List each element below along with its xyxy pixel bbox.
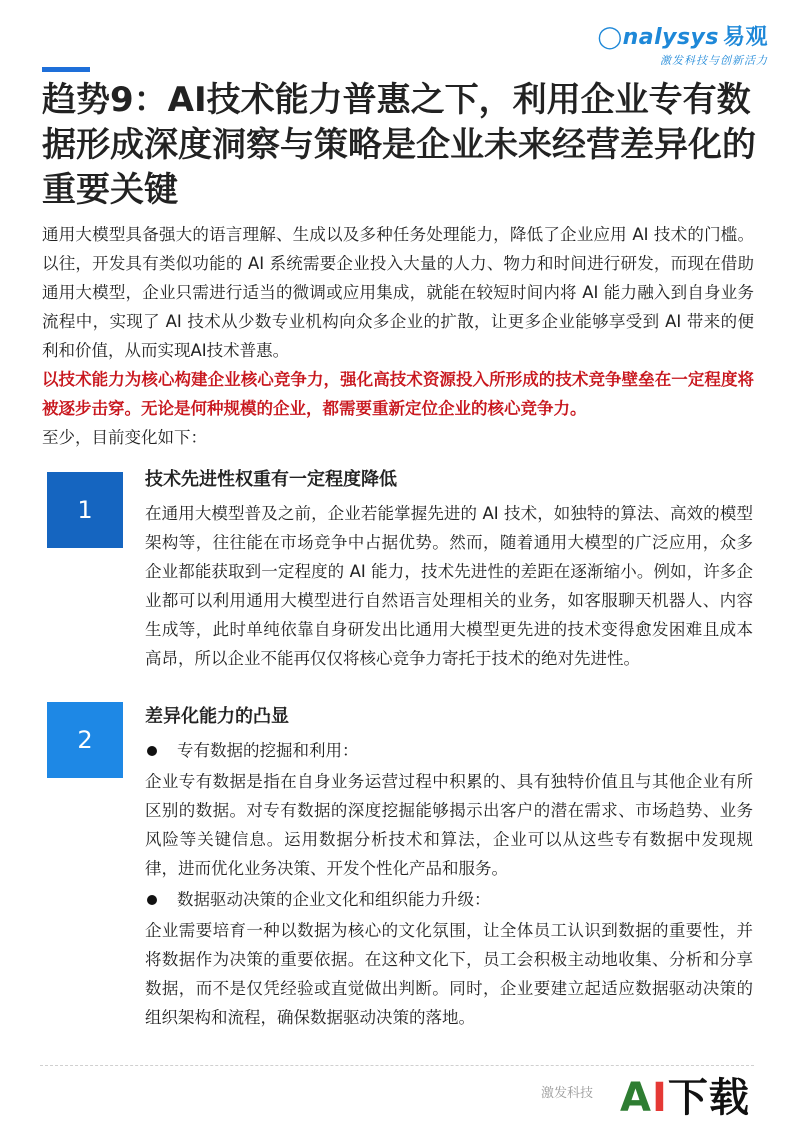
- bullet-item: [145, 736, 753, 765]
- highlight-paragraph: 以技术能力为核心构建企业核心竞争力，强化高技术资源投入所形成的技术竞争壁垒在一定程度将被逐步击穿。无论是何种规模的企业，都需要重新定位企业的核心竞争力。: [42, 370, 754, 418]
- section-1: [145, 465, 753, 673]
- brand-slogan: 激发科技与创新活力: [660, 54, 768, 67]
- intro-paragraph: 通用大模型具备强大的语言理解、生成以及多种任务处理能力，降低了企业应用 AI 技术的门槛。以往，开发具有类似功能的 AI 系统需要企业投入大量的人力、物力和时间进行研发，而现在借助通用大模型，企业只需进行适当的微调或应用集成，就能在较短时间内将 AI 能力融入到自身业务流程中，实现了 AI 技术从少数专业机构向众多企业的扩散，让更多企业能够享受到 AI 带来的便利和价值，从而实现AI技术普惠。: [42, 225, 754, 360]
- section-2: [145, 702, 753, 1032]
- watermark-letter-i: I: [651, 1075, 668, 1121]
- brand-name-en: nalysys: [622, 25, 719, 50]
- watermark-logo: [620, 1066, 750, 1123]
- section-number-badge: 2: [47, 702, 123, 778]
- section-number-badge: 1: [47, 472, 123, 548]
- footer-text: 激发科技: [541, 1086, 594, 1101]
- brand-name: [597, 20, 768, 51]
- brand-name-cn: 易观: [722, 25, 768, 50]
- bullet-item: [145, 885, 753, 914]
- section-heading: 技术先进性权重有一定程度降低: [145, 469, 397, 490]
- bullet-dot-icon: [147, 895, 157, 905]
- section-body: 在通用大模型普及之前，企业若能掌握先进的 AI 技术，如独特的算法、高效的模型架构等，往往能在市场竞争中占据优势。然而，随着通用大模型的广泛应用，众多企业都能获取到一定程度的 AI 能力，技术先进性的差距在逐渐缩小。例如，许多企业都可以利用通用大模型进行自然语言处理相关的业务，如客服聊天机器人、内容生成等，此时单纯依靠自身研发出比通用大模型更先进的技术变得愈发困难且成本高昂，所以企业不能再仅仅将核心竞争力寄托于技术的绝对先进性。: [145, 504, 753, 668]
- brand-mark-icon: ◯: [597, 25, 623, 50]
- lead-text: 至少，目前变化如下：: [42, 428, 207, 447]
- title-accent-bar: [42, 67, 90, 72]
- page-title: 趋势9：AI技术能力普惠之下，利用企业专有数据形成深度洞察与策略是企业未来经营差异化的重要关键: [42, 80, 756, 210]
- watermark-letter-a: A: [620, 1075, 652, 1121]
- brand-logo: [597, 20, 768, 68]
- bullet-dot-icon: [147, 746, 157, 756]
- bullet-body: 企业专有数据是指在自身业务运营过程中积累的、具有独特价值且与其他企业有所区别的数据。对专有数据的深度挖掘能够揭示出客户的潜在需求、市场趋势、业务风险等关键信息。运用数据分析技术和算法，企业可以从这些专有数据中发现规律，进而优化业务决策、开发个性化产品和服务。: [145, 772, 753, 878]
- bullet-label: 数据驱动决策的企业文化和组织能力升级：: [177, 890, 491, 909]
- bullet-label: 专有数据的挖掘和利用：: [177, 741, 359, 760]
- intro-section: [42, 220, 754, 452]
- bullet-body: 企业需要培育一种以数据为核心的文化氛围，让全体员工认识到数据的重要性，并将数据作为决策的重要依据。在这种文化下，员工会积极主动地收集、分析和分享数据，而不是仅凭经验或直觉做出判断。同时，企业要建立起适应数据驱动决策的组织架构和流程，确保数据驱动决策的落地。: [145, 921, 753, 1027]
- section-heading: 差异化能力的凸显: [145, 706, 289, 727]
- watermark-text: 下载: [667, 1075, 750, 1121]
